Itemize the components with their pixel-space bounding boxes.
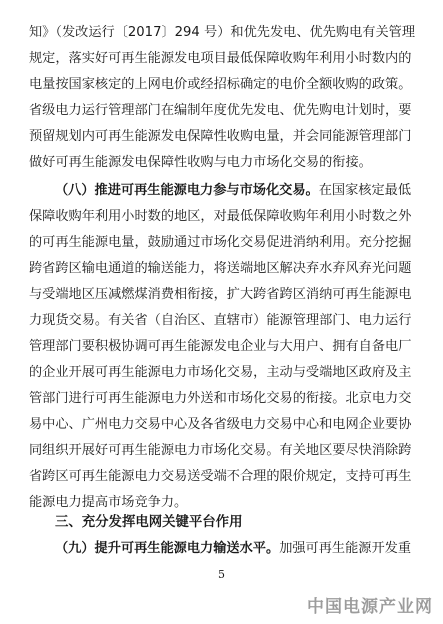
page-number: 5: [218, 568, 225, 581]
paragraph-text: 在国家核定最低: [318, 183, 412, 198]
text-line: 的企业开展可再生能源电力市场化交易，主动与受端地区政府及主: [29, 365, 412, 380]
text-line: 力现货交易。有关省（自治区、直辖市）能源管理部门、电力运行: [29, 313, 412, 328]
section-heading: 三、充分发挥电网关键平台作用: [55, 514, 415, 532]
text-line: 保障收购年利用小时数的地区，对最低保障收购年利用小时数之外: [29, 209, 412, 224]
paragraph-lead-bold: （八）推进可再生能源电力参与市场化交易。: [55, 183, 319, 198]
watermark-text: 中国电源产业网: [307, 597, 433, 617]
paragraph-text: 加强可再生能源开发重: [279, 541, 412, 556]
text-line: 与受端地区压减燃煤消费相衔接，扩大跨省跨区消纳可再生能源电: [29, 287, 412, 302]
paragraph-9-line: [55, 540, 415, 558]
paragraph-lead-bold: （九）提升可再生能源电力输送水平。: [55, 541, 280, 556]
text-line: 管部门进行可再生能源电力外送和市场化交易的衔接。北京电力交: [29, 391, 412, 406]
text-line: 省级电力运行管理部门在编制年度优先发电、优先购电计划时，要: [29, 103, 412, 118]
text-line: [55, 182, 415, 200]
text-line: 易中心、广州电力交易中心及各省级电力交易中心和电网企业要协: [29, 417, 412, 432]
text-line: 做好可再生能源发电保障性收购与电力市场化交易的衔接。: [29, 155, 372, 170]
text-line: 省跨区可再生能源电力交易送受端不合理的限价规定，支持可再生: [29, 469, 412, 484]
text-line: 的可再生能源电量，鼓励通过市场化交易促进消纳利用。充分挖掘: [29, 235, 412, 250]
text-line: 管理部门要积极协调可再生能源发电企业与大用户、拥有自备电厂: [29, 339, 412, 354]
text-line: 能源电力提高市场竞争力。: [29, 495, 188, 510]
text-line: 跨省跨区输电通道的输送能力，将送端地区解决弃水弃风弃光问题: [29, 261, 412, 276]
text-line: 规定，落实好可再生能源发电项目最低保障收购年利用小时数内的: [29, 51, 412, 66]
text-line: 同组织开展好可再生能源电力市场化交易。有关地区要尽快消除跨: [29, 443, 412, 458]
text-line: 电量按国家核定的上网电价或经招标确定的电价全额收购的政策。: [29, 77, 412, 92]
text-line: 知》（发改运行〔2017〕294 号）和优先发电、优先购电有关管理: [29, 25, 415, 40]
text-line: 预留规划内可再生能源发电保障性收购电量，并会同能源管理部门: [29, 129, 412, 144]
